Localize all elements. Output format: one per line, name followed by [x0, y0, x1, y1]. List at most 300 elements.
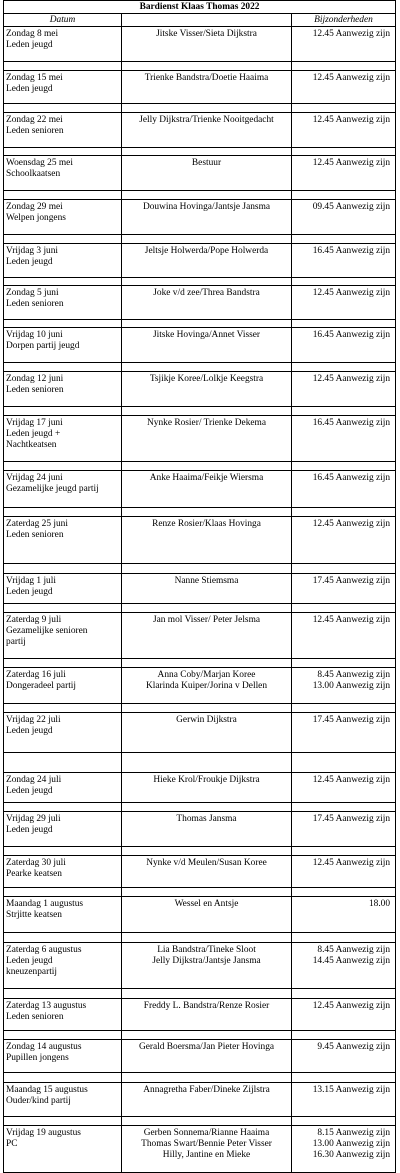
- notes-cell-line: 13.15 Aanwezig zijn: [312, 1085, 391, 1095]
- schedule-table: [3, 0, 396, 1173]
- names-cell-line: Nynke Rosier/ Trienke Dekema: [147, 418, 266, 428]
- names-cell: [122, 773, 292, 803]
- spacer-cell: [122, 989, 292, 999]
- header-notes: Bijzonderheden: [292, 14, 396, 27]
- spacer-cell: [292, 462, 396, 471]
- date-cell: [4, 897, 122, 933]
- notes-cell: [292, 773, 396, 803]
- spacer-row: [4, 407, 396, 416]
- names-cell: [122, 1083, 292, 1117]
- date-cell-line: Zaterdag 6 augustus: [6, 945, 82, 955]
- date-cell: [4, 943, 122, 989]
- spacer-cell: [122, 1073, 292, 1083]
- date-cell: [4, 328, 122, 363]
- table-row: [4, 713, 396, 753]
- spacer-row: [4, 104, 396, 113]
- notes-cell-line: 17.45 Aanwezig zijn: [312, 814, 391, 824]
- date-cell-line: Vrijdag 10 juni: [6, 330, 63, 340]
- date-cell-line: Zondag 8 mei: [6, 29, 59, 39]
- names-cell-line: Jitske Visser/Sieta Dijkstra: [156, 29, 257, 39]
- table-row: [4, 286, 396, 320]
- notes-cell-line: 12.45 Aanwezig zijn: [312, 29, 391, 39]
- spacer-cell: [122, 191, 292, 200]
- table-row: [4, 856, 396, 888]
- table-row: [4, 1040, 396, 1073]
- notes-cell: [292, 71, 396, 104]
- notes-cell: [292, 613, 396, 659]
- date-cell-line: Leden jeugd: [6, 587, 53, 597]
- date-cell-line: Ouder/kind partij: [6, 1096, 71, 1106]
- notes-cell: [292, 156, 396, 191]
- names-cell-line: Freddy L. Bandstra/Renze Rosier: [143, 1001, 270, 1011]
- names-cell: [122, 812, 292, 847]
- names-cell: [122, 613, 292, 659]
- spacer-cell: [4, 1031, 122, 1040]
- spacer-cell: [122, 888, 292, 897]
- names-cell: [122, 286, 292, 320]
- spacer-cell: [122, 604, 292, 613]
- table-row: [4, 200, 396, 235]
- spacer-row: [4, 320, 396, 328]
- spacer-row: [4, 1117, 396, 1126]
- date-cell-line: Leden senioren: [6, 299, 64, 309]
- spacer-cell: [292, 989, 396, 999]
- notes-cell: [292, 113, 396, 148]
- notes-cell-line: 8.45 Aanwezig zijn: [317, 670, 391, 680]
- names-cell-line: Renze Rosier/Klaas Hovinga: [152, 519, 261, 529]
- names-cell: [122, 856, 292, 888]
- table-row: [4, 71, 396, 104]
- table-row: [4, 113, 396, 148]
- notes-cell: [292, 713, 396, 753]
- names-cell: [122, 999, 292, 1031]
- table-row: [4, 574, 396, 604]
- date-cell-line: Vrijdag 1 juli: [6, 576, 56, 586]
- notes-cell-line: 16.45 Aanwezig zijn: [312, 330, 391, 340]
- date-cell-line: Vrijdag 24 juni: [6, 473, 63, 483]
- table-row: [4, 1126, 396, 1173]
- spacer-row: [4, 1031, 396, 1040]
- date-cell: [4, 613, 122, 659]
- names-cell: [122, 71, 292, 104]
- table-row: [4, 999, 396, 1031]
- spacer-cell: [4, 148, 122, 156]
- spacer-cell: [4, 753, 122, 773]
- spacer-cell: [292, 659, 396, 668]
- spacer-cell: [4, 1073, 122, 1083]
- names-cell: [122, 113, 292, 148]
- names-cell-line: Jelly Dijkstra/Trienke Nooitgedacht: [139, 115, 274, 125]
- date-cell-line: Zondag 24 juli: [6, 775, 62, 785]
- notes-cell: [292, 471, 396, 508]
- spacer-cell: [292, 148, 396, 156]
- spacer-cell: [292, 753, 396, 773]
- date-cell-line: Leden senioren: [6, 385, 64, 395]
- notes-cell-line: 17.45 Aanwezig zijn: [312, 576, 391, 586]
- spacer-cell: [292, 363, 396, 372]
- notes-cell-line: 13.00 Aanwezig zijn: [312, 681, 391, 691]
- spacer-cell: [122, 363, 292, 372]
- notes-cell-line: 16.45 Aanwezig zijn: [312, 473, 391, 483]
- notes-cell: [292, 416, 396, 462]
- names-cell-line: Gerben Sonnema/Rianne Haaima: [143, 1128, 270, 1138]
- notes-cell-line: 12.45 Aanwezig zijn: [312, 519, 391, 529]
- notes-cell: [292, 517, 396, 564]
- spacer-cell: [4, 508, 122, 517]
- names-cell: [122, 328, 292, 363]
- header-row: [4, 14, 396, 27]
- names-cell-line: Klarinda Kuiper/Jorina v Dellen: [145, 681, 268, 691]
- spacer-cell: [292, 1031, 396, 1040]
- table-row: [4, 668, 396, 704]
- date-cell-line: Leden senioren: [6, 126, 64, 136]
- names-cell: [122, 200, 292, 235]
- date-cell-line: Leden jeugd: [6, 825, 53, 835]
- date-cell: [4, 71, 122, 104]
- notes-cell: [292, 668, 396, 704]
- table-row: [4, 27, 396, 62]
- spacer-row: [4, 462, 396, 471]
- notes-cell: [292, 244, 396, 278]
- notes-cell-line: 12.45 Aanwezig zijn: [312, 288, 391, 298]
- document-title: Bardienst Klaas Thomas 2022: [4, 1, 396, 14]
- notes-cell: [292, 943, 396, 989]
- spacer-cell: [122, 320, 292, 328]
- names-cell-line: Nynke v/d Meulen/Susan Koree: [146, 858, 267, 868]
- date-cell-line: Zaterdag 25 juni: [6, 519, 68, 529]
- date-cell-line: Zondag 12 juni: [6, 374, 64, 384]
- spacer-cell: [4, 604, 122, 613]
- spacer-row: [4, 659, 396, 668]
- names-cell-line: Joke v/d zee/Threa Bandstra: [153, 288, 260, 298]
- notes-cell: [292, 856, 396, 888]
- table-row: [4, 156, 396, 191]
- names-cell-line: Hilly, Jantine en Mieke: [162, 1150, 251, 1160]
- date-cell: [4, 812, 122, 847]
- notes-cell: [292, 1040, 396, 1073]
- notes-cell-line: 18.00: [368, 899, 391, 909]
- date-cell-line: Zondag 14 augustus: [6, 1042, 82, 1052]
- spacer-row: [4, 363, 396, 372]
- names-cell: [122, 156, 292, 191]
- spacer-cell: [292, 320, 396, 328]
- spacer-cell: [292, 191, 396, 200]
- spacer-cell: [122, 462, 292, 471]
- names-cell-line: Lia Bandstra/Tineke Sloot: [157, 945, 256, 955]
- spacer-row: [4, 704, 396, 713]
- spacer-cell: [122, 564, 292, 574]
- spacer-cell: [292, 235, 396, 244]
- date-cell-line: Leden jeugd: [6, 956, 53, 966]
- date-cell-line: Pearke keatsen: [6, 869, 62, 879]
- spacer-cell: [4, 278, 122, 286]
- notes-cell-line: 12.45 Aanwezig zijn: [312, 1001, 391, 1011]
- date-cell: [4, 286, 122, 320]
- spacer-cell: [4, 704, 122, 713]
- spacer-cell: [292, 604, 396, 613]
- spacer-cell: [292, 407, 396, 416]
- notes-cell-line: 9.45 Aanwezig zijn: [317, 1042, 391, 1052]
- date-cell: [4, 713, 122, 753]
- date-cell-line: Gezamelijke jeugd partij: [6, 484, 99, 494]
- notes-cell-line: 12.45 Aanwezig zijn: [312, 115, 391, 125]
- table-row: [4, 416, 396, 462]
- spacer-cell: [292, 62, 396, 71]
- names-cell: [122, 943, 292, 989]
- date-cell-line: Gezamelijke senioren: [6, 626, 88, 636]
- names-cell-line: Gerwin Dijkstra: [176, 715, 237, 725]
- date-cell-line: Leden senioren: [6, 530, 64, 540]
- spacer-cell: [292, 704, 396, 713]
- date-cell-line: partij: [6, 637, 26, 647]
- spacer-cell: [292, 278, 396, 286]
- notes-cell: [292, 328, 396, 363]
- names-cell-line: Hieke Krol/Froukje Dijkstra: [153, 775, 260, 785]
- header-date: Datum: [4, 14, 122, 27]
- date-cell: [4, 856, 122, 888]
- date-cell-line: Zondag 5 juni: [6, 288, 59, 298]
- date-cell-line: Maandag 1 augustus: [6, 899, 84, 909]
- spacer-cell: [4, 933, 122, 943]
- spacer-cell: [292, 508, 396, 517]
- notes-cell-line: 12.45 Aanwezig zijn: [312, 158, 391, 168]
- date-cell: [4, 999, 122, 1031]
- date-cell-line: PC: [6, 1139, 18, 1149]
- names-cell: [122, 668, 292, 704]
- notes-cell-line: 16.30 Aanwezig zijn: [312, 1150, 391, 1160]
- spacer-cell: [122, 933, 292, 943]
- spacer-cell: [122, 104, 292, 113]
- notes-cell-line: 09.45 Aanwezig zijn: [312, 202, 391, 212]
- title-row: [4, 1, 396, 14]
- spacer-cell: [292, 564, 396, 574]
- spacer-cell: [4, 888, 122, 897]
- notes-cell-line: 14.45 Aanwezig zijn: [312, 956, 391, 966]
- spacer-row: [4, 148, 396, 156]
- spacer-cell: [4, 363, 122, 372]
- date-cell: [4, 668, 122, 704]
- notes-cell-line: 12.45 Aanwezig zijn: [312, 374, 391, 384]
- date-cell-line: Nachtkeatsen: [6, 440, 57, 450]
- notes-cell: [292, 897, 396, 933]
- names-cell: [122, 1040, 292, 1073]
- names-cell: [122, 372, 292, 407]
- names-cell: [122, 713, 292, 753]
- names-cell-line: Anna Coby/Marjan Koree: [157, 670, 256, 680]
- names-cell-line: Jan mol Visser/ Peter Jelsma: [152, 615, 261, 625]
- date-cell: [4, 1040, 122, 1073]
- names-cell-line: Bestuur: [191, 158, 222, 168]
- header-names: [122, 14, 292, 27]
- date-cell-line: Welpen jongens: [6, 213, 66, 223]
- names-cell: [122, 897, 292, 933]
- notes-cell: [292, 1126, 396, 1173]
- spacer-row: [4, 989, 396, 999]
- spacer-cell: [4, 989, 122, 999]
- notes-cell: [292, 27, 396, 62]
- date-cell: [4, 517, 122, 564]
- notes-cell: [292, 1083, 396, 1117]
- table-row: [4, 517, 396, 564]
- date-cell: [4, 773, 122, 803]
- notes-cell-line: 8.15 Aanwezig zijn: [317, 1128, 391, 1138]
- table-row: [4, 372, 396, 407]
- names-cell-line: Jitske Hovinga/Annet Visser: [152, 330, 261, 340]
- names-cell-line: Jeltsje Holwerda/Pope Holwerda: [144, 246, 269, 256]
- table-row: [4, 244, 396, 278]
- spacer-cell: [122, 803, 292, 812]
- spacer-cell: [4, 659, 122, 668]
- notes-cell-line: 16.45 Aanwezig zijn: [312, 418, 391, 428]
- spacer-row: [4, 888, 396, 897]
- date-cell: [4, 471, 122, 508]
- names-cell-line: Anke Haaima/Feikje Wiersma: [149, 473, 264, 483]
- date-cell-line: Dongeradeel partij: [6, 681, 77, 691]
- names-cell-line: Tsjikje Koree/Lolkje Keegstra: [149, 374, 264, 384]
- date-cell-line: Vrijdag 22 juli: [6, 715, 61, 725]
- names-cell-line: Trienke Bandstra/Doetie Haaima: [144, 73, 269, 83]
- date-cell: [4, 1083, 122, 1117]
- spacer-cell: [4, 462, 122, 471]
- spacer-cell: [122, 704, 292, 713]
- notes-cell: [292, 200, 396, 235]
- names-cell: [122, 1126, 292, 1173]
- names-cell: [122, 517, 292, 564]
- spacer-cell: [122, 148, 292, 156]
- spacer-cell: [4, 803, 122, 812]
- spacer-cell: [292, 888, 396, 897]
- spacer-row: [4, 235, 396, 244]
- date-cell-line: Zondag 22 mei: [6, 115, 63, 125]
- spacer-row: [4, 933, 396, 943]
- date-cell: [4, 416, 122, 462]
- spacer-cell: [292, 803, 396, 812]
- date-cell: [4, 574, 122, 604]
- spacer-cell: [4, 191, 122, 200]
- date-cell-line: Vrijdag 3 juni: [6, 246, 59, 256]
- table-row: [4, 1083, 396, 1117]
- date-cell: [4, 113, 122, 148]
- date-cell-line: Zondag 15 mei: [6, 73, 63, 83]
- notes-cell: [292, 286, 396, 320]
- date-cell-line: kneuzenpartij: [6, 967, 58, 977]
- table-row: [4, 943, 396, 989]
- names-cell-line: Douwina Hovinga/Jantsje Jansma: [142, 202, 271, 212]
- date-cell: [4, 244, 122, 278]
- names-cell-line: Thomas Jansma: [176, 814, 237, 824]
- notes-cell-line: 17.45 Aanwezig zijn: [312, 715, 391, 725]
- notes-cell-line: 12.45 Aanwezig zijn: [312, 73, 391, 83]
- names-cell: [122, 471, 292, 508]
- spacer-cell: [122, 753, 292, 773]
- table-row: [4, 328, 396, 363]
- date-cell-line: Zaterdag 13 augustus: [6, 1001, 87, 1011]
- spacer-row: [4, 278, 396, 286]
- names-cell-line: Thomas Swart/Bennie Peter Visser: [141, 1139, 272, 1149]
- spacer-cell: [292, 933, 396, 943]
- date-cell-line: Schoolkaatsen: [6, 169, 61, 179]
- spacer-cell: [122, 1117, 292, 1126]
- date-cell: [4, 1126, 122, 1173]
- date-cell-line: Dorpen partij jeugd: [6, 341, 80, 351]
- spacer-cell: [122, 1031, 292, 1040]
- date-cell-line: Woensdag 25 mei: [6, 158, 73, 168]
- notes-cell-line: 12.45 Aanwezig zijn: [312, 775, 391, 785]
- spacer-row: [4, 564, 396, 574]
- date-cell-line: Leden jeugd: [6, 726, 53, 736]
- notes-cell: [292, 999, 396, 1031]
- table-row: [4, 812, 396, 847]
- spacer-cell: [122, 508, 292, 517]
- notes-cell: [292, 372, 396, 407]
- spacer-cell: [122, 659, 292, 668]
- spacer-row: [4, 191, 396, 200]
- spacer-cell: [4, 564, 122, 574]
- table-row: [4, 773, 396, 803]
- table-row: [4, 471, 396, 508]
- date-cell-line: Vrijdag 17 juni: [6, 418, 63, 428]
- spacer-cell: [122, 407, 292, 416]
- spacer-cell: [292, 1073, 396, 1083]
- spacer-cell: [4, 320, 122, 328]
- spacer-cell: [292, 104, 396, 113]
- notes-cell-line: 8.45 Aanwezig zijn: [317, 945, 391, 955]
- spacer-cell: [292, 847, 396, 856]
- notes-cell: [292, 812, 396, 847]
- spacer-cell: [292, 1117, 396, 1126]
- notes-cell: [292, 574, 396, 604]
- names-cell-line: Nanne Stiemsma: [174, 576, 239, 586]
- spacer-cell: [122, 62, 292, 71]
- date-cell-line: Maandag 15 augustus: [6, 1085, 88, 1095]
- names-cell: [122, 27, 292, 62]
- spacer-row: [4, 62, 396, 71]
- spacer-row: [4, 1073, 396, 1083]
- table-row: [4, 613, 396, 659]
- date-cell-line: Leden jeugd: [6, 786, 53, 796]
- names-cell: [122, 416, 292, 462]
- spacer-cell: [122, 847, 292, 856]
- notes-cell-line: 16.45 Aanwezig zijn: [312, 246, 391, 256]
- date-cell-line: Leden jeugd: [6, 257, 53, 267]
- date-cell-line: Leden jeugd: [6, 40, 53, 50]
- spacer-row: [4, 847, 396, 856]
- date-cell-line: Zaterdag 16 juli: [6, 670, 66, 680]
- date-cell-line: Strjitte keatsen: [6, 910, 62, 920]
- names-cell-line: Gerald Boersma/Jan Pieter Hovinga: [138, 1042, 275, 1052]
- date-cell-line: Zaterdag 30 juli: [6, 858, 66, 868]
- notes-cell-line: 12.45 Aanwezig zijn: [312, 615, 391, 625]
- names-cell-line: Jelly Dijkstra/Jantsje Jansma: [152, 956, 261, 966]
- names-cell: [122, 244, 292, 278]
- spacer-cell: [4, 235, 122, 244]
- spacer-cell: [4, 1117, 122, 1126]
- names-cell-line: Annagretha Faber/Dineke Zijlstra: [143, 1085, 270, 1095]
- notes-cell-line: 12.45 Aanwezig zijn: [312, 858, 391, 868]
- date-cell-line: Leden jeugd: [6, 84, 53, 94]
- date-cell: [4, 156, 122, 191]
- date-cell: [4, 200, 122, 235]
- date-cell-line: Vrijdag 29 juli: [6, 814, 61, 824]
- spacer-cell: [122, 278, 292, 286]
- names-cell: [122, 574, 292, 604]
- date-cell: [4, 27, 122, 62]
- date-cell-line: Leden jeugd +: [6, 429, 61, 439]
- spacer-cell: [4, 62, 122, 71]
- spacer-row: [4, 604, 396, 613]
- spacer-row: [4, 753, 396, 773]
- date-cell-line: Zondag 29 mei: [6, 202, 63, 212]
